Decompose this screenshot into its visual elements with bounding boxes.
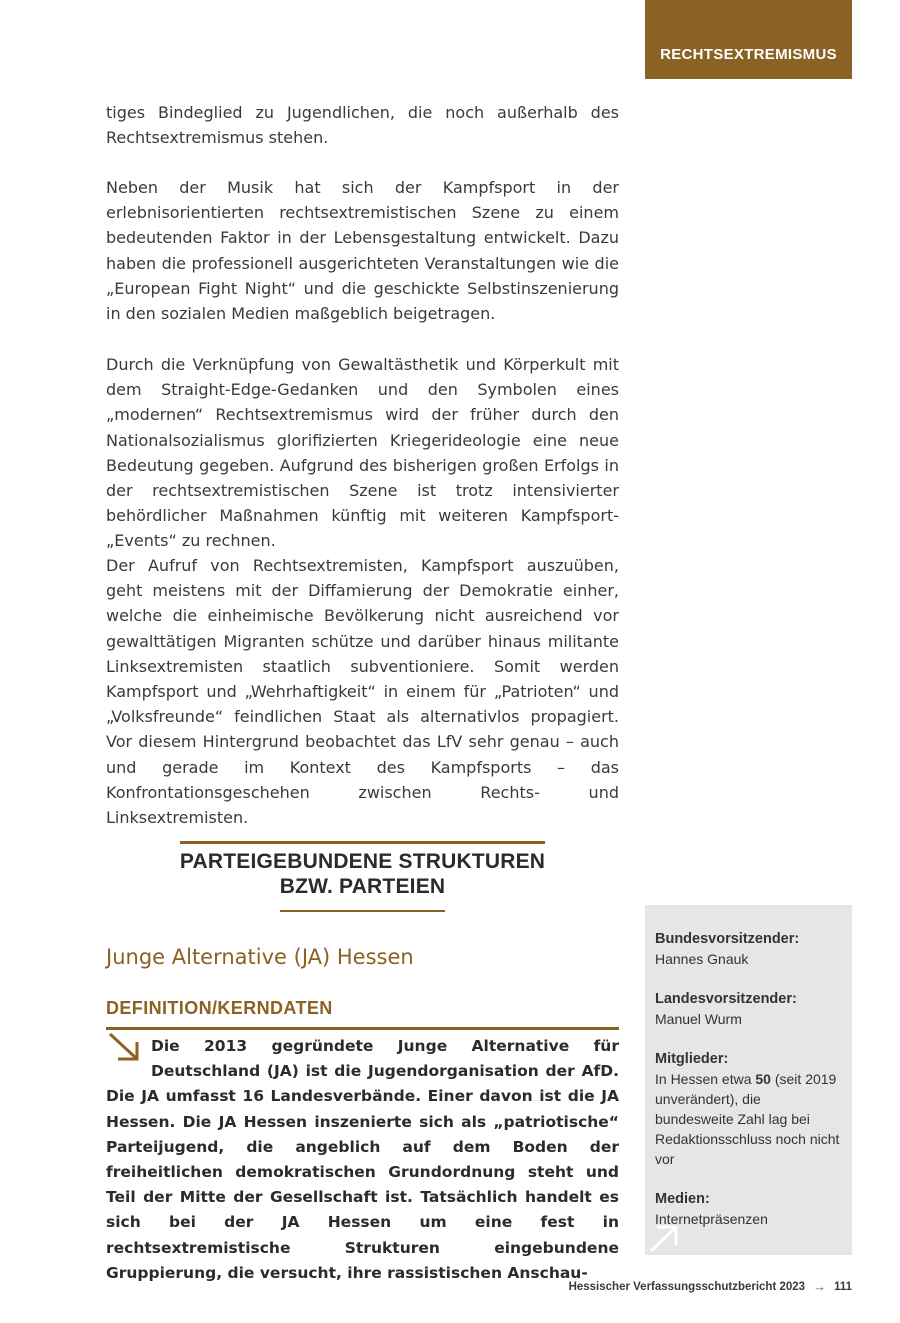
section-tab-label: RECHTSEXTREMISMUS <box>660 46 837 63</box>
sidebar-label: Landesvorsitzender: <box>655 991 797 1007</box>
sidebar-item-state-chair <box>655 989 842 1029</box>
section-title-line1: PARTEIGEBUNDENE STRUKTUREN <box>179 850 546 873</box>
org-heading: Junge Alternative (JA) Hessen <box>106 945 414 969</box>
section-rule-bottom <box>280 910 445 912</box>
section-title <box>150 849 575 899</box>
sidebar-value: Manuel Wurm <box>655 1011 742 1027</box>
sidebar-label: Medien: <box>655 1191 710 1207</box>
section-title-line2: BZW. PARTEIEN <box>279 875 446 898</box>
sidebar-value: Hannes Gnauk <box>655 951 749 967</box>
arrow-up-right-icon <box>645 1222 681 1255</box>
members-count: 50 <box>755 1071 771 1087</box>
sidebar-value: Internetpräsenzen <box>655 1211 768 1227</box>
definition-rule <box>106 1027 619 1030</box>
sidebar-item-media <box>655 1189 842 1229</box>
page-number: 111 <box>834 1280 852 1293</box>
sidebar-value-members <box>655 1069 842 1169</box>
body-paragraph: Der Aufruf von Rechtsextremisten, Kampfsport auszuüben, geht meistens mit der Diffamierung der Demokratie einher, welche die einheimische Bevölkerung nicht ausreichend vor gewalttätigen Migranten schütze und darüber hinaus militante Linksextremisten staatlich subventioniere. Somit werden Kampfsport und „Wehrhaftigkeit“ in einem für „Patrioten“ und „Volksfreunde“ feindlichen Staat als alternativlos propagiert. Vor diesem Hintergrund beobachtet das LfV sehr genau – auch und gerade im Kontext des Kampfsports – das Konfrontationsgeschehen zwischen Rechts- und Linksextremisten. <box>106 556 619 828</box>
members-prefix: In Hessen etwa <box>655 1071 756 1087</box>
sidebar-item-members <box>655 1049 842 1169</box>
definition-text-block <box>106 1034 619 1286</box>
section-tab <box>645 0 852 79</box>
definition-heading: DEFINITION/KERNDATEN <box>106 998 333 1018</box>
members-suffix: (seit 2019 unverändert), die bundesweite Zahl lag bei Redaktionsschluss noch nicht vor <box>655 1071 840 1167</box>
sidebar-label: Mitglieder: <box>655 1051 729 1067</box>
body-paragraph: tiges Bindeglied zu Jugendlichen, die noch außerhalb des Rechtsextremismus stehen. <box>106 103 619 148</box>
footer-publication: Hessischer Verfassungsschutzbericht 2023 <box>568 1280 806 1293</box>
page-footer <box>569 1279 852 1294</box>
body-paragraph: Neben der Musik hat sich der Kampfsport in der erlebnisorientierten rechtsextremistischen Szene zu einem bedeutenden Faktor in der Lebensgestaltung entwickelt. Dazu haben die professionell ausgerichteten Veranstaltungen wie die „European Fight Night“ und die geschickte Selbstinszenierung in den sozialen Medien maßgeblich beigetragen. <box>106 178 619 324</box>
sidebar-item-federal-chair <box>655 929 842 969</box>
sidebar-label: Bundesvorsitzender: <box>655 931 800 947</box>
arrow-right-icon: → <box>813 1279 827 1294</box>
section-rule-top <box>180 841 545 844</box>
core-data-sidebar <box>645 905 852 1255</box>
body-paragraph: Durch die Verknüpfung von Gewaltästhetik und Körperkult mit dem Straight-Edge-Gedanken und den Symbolen eines „modernen“ Rechtsextremismus wird der früher durch den Nationalsozialismus glorifizierten Kriegerideologie eine neue Bedeutung gegeben. Aufgrund des bisherigen großen Erfolgs in der rechtsextremistischen Szene ist trotz intensivierter behördlicher Maßnahmen künftig mit weiteren Kampfsport-„Events“ zu rechnen. <box>106 355 619 551</box>
definition-text: Die 2013 gegründete Junge Alternative für Deutschland (JA) ist die Jugendorganisation der AfD. Die JA umfasst 16 Landesverbände. Einer davon ist die JA Hessen. Die JA Hessen inszenierte sich als „patriotische“ Parteijugend, die angeblich auf dem Boden der freiheitlichen demokratischen Grundordnung steht und Teil der Mitte der Gesellschaft ist. Tatsächlich handelt es sich bei der JA Hessen um eine fest in rechtsextremistische Strukturen eingebundene Gruppierung, die versucht, ihre rassistischen Anschau- <box>106 1037 619 1282</box>
